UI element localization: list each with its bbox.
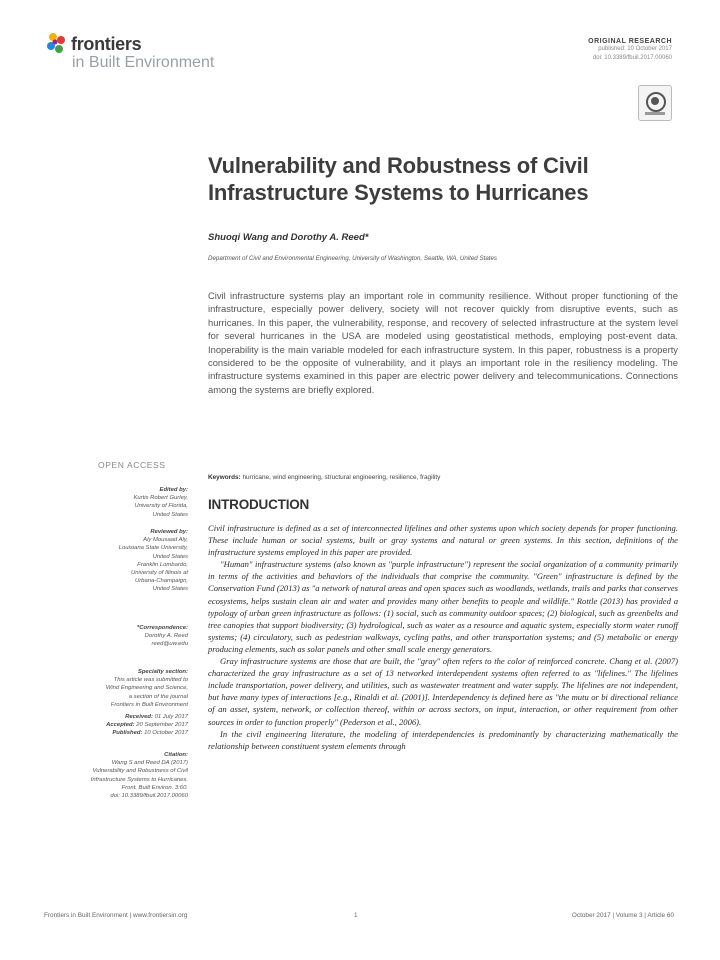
reviewed-line: Louisiana State University,: [118, 545, 188, 552]
paragraph: Civil infrastructure is defined as a set of interconnected lifelines and other systems upon which society depends for proper functioning. These include human or social systems, built or gray systems and natural or green systems. In this section, definitions of the infrastructure systems employed in this paper are provided.: [208, 523, 678, 558]
doi-line[interactable]: doi: 10.3389/fbuil.2017.00060: [592, 55, 672, 61]
open-access-label: OPEN ACCESS: [98, 460, 166, 470]
reviewed-line: United States: [152, 553, 188, 560]
footer-issue: October 2017 | Volume 3 | Article 60: [571, 912, 674, 919]
dates: [90, 713, 188, 738]
keywords-list: hurricane, wind engineering, structural engineering, resilience, fragility: [242, 474, 441, 481]
accepted-date: Accepted: 20 September 2017: [106, 722, 188, 729]
edited-line: Kurtis Robert Gurley,: [133, 495, 188, 502]
reviewed-line: Aly Mousaad Aly,: [143, 537, 188, 544]
reviewed-by: [90, 528, 188, 594]
body-text: [208, 522, 678, 752]
specialty-label: Specialty section:: [137, 669, 188, 675]
published-date: Published: 10 October 2017: [112, 730, 188, 737]
edited-by: [90, 486, 188, 519]
journal-name: frontiers: [71, 34, 142, 54]
badge-dot: [651, 97, 659, 105]
received-date: Received: 01 July 2017: [125, 714, 188, 720]
article-type: ORIGINAL RESEARCH: [588, 38, 672, 45]
edited-line: University of Florida,: [134, 503, 188, 510]
citation-line: Wang S and Reed DA (2017): [111, 760, 188, 767]
abstract: Civil infrastructure systems play an important role in community resilience. Without proper functioning of the infrastructure, especially power delivery, society will not recover quickly from disruptive events, such as hurricanes. In this paper, the vulnerability, response, and recovery of selected infrastructure at the system level for several hurricanes in the USA are modeled using geostatistical methods, employing post-event data. Inoperability is the main variable modeled for each infrastructure system. In this paper, robustness is a property considered to be the opposite of vulnerability, and it plays an important role in the resiliency modeling. The infrastructure systems examined in this paper are electric power delivery and telecommunications. Connections among the systems are briefly explored.: [208, 290, 678, 395]
frontiers-logo-icon: [44, 31, 70, 57]
badge-bar: [645, 112, 665, 115]
citation-line: Infrastructure Systems to Hurricanes.: [90, 776, 188, 783]
reviewed-line: Urbana-Champaign,: [134, 578, 188, 585]
paragraph: In the civil engineering literature, the modeling of interdependencies is predominantly by characterizing mathematically the relationship between constituent system elements through: [208, 728, 678, 751]
article-title: Vulnerability and Robustness of Civil Infrastructure Systems to Hurricanes: [208, 153, 589, 205]
specialty-line: a section of the journal: [128, 693, 188, 700]
edited-label: Edited by:: [159, 487, 188, 493]
reviewed-line: University of Illinois at: [131, 570, 188, 577]
edited-line: United States: [152, 511, 188, 518]
specialty-line: Wind Engineering and Science,: [105, 685, 188, 692]
citation: [90, 751, 188, 800]
open-access-badge-icon[interactable]: [638, 85, 672, 121]
paragraph: Gray infrastructure systems are those that are built, the "gray" often refers to the color of reinforced concrete. Chang et al. (2007) characterized the gray infrastructure as a set of 13 networked interdependent systems often referred to as "lifelines." The lifelines include transportation, power delivery, and utilities, such as wastewater treatment and water supply. The lifelines are not independent, but have many types of interactions [e.g., Rinaldi et al. (2001)]. Interdependency is defined here as "the mutu or bi directional reliance of an asset, system, network, or collection thereof, within or across sectors, on input, interaction, or other requirement from other sources in order to function properly" (Pederson et al., 2006).: [208, 656, 678, 727]
citation-line: Front. Built Environ. 3:60.: [121, 784, 188, 791]
citation-label: Citation:: [164, 752, 188, 758]
footer-journal[interactable]: Frontiers in Built Environment | www.frontiersin.org: [44, 912, 188, 919]
published-line: published: 10 October 2017: [598, 46, 672, 52]
correspondence: [90, 624, 188, 649]
keywords: [208, 474, 678, 481]
correspondence-label: *Correspondence:: [136, 625, 188, 631]
reviewed-label: Reviewed by:: [150, 529, 188, 535]
journal-section: in Built Environment: [72, 54, 215, 71]
correspondence-email[interactable]: reed@uw.edu: [151, 641, 188, 648]
reviewed-line: Franklin Lombardo,: [137, 561, 188, 568]
article-meta-header: [432, 38, 672, 63]
paragraph: "Human" infrastructure systems (also known as "purple infrastructure") represent the social organization of a community primarily in terms of the activities and behaviors of the individuals that comprise the community. "Green" infrastructure is defined by the Conservation Fund (2013) as "a network of natural areas and open spaces such as woodlands, wetlands, trails and parks that conserves ecosystems, helps sustain clean air and water and provides many other benefits to people and wildlife." Rottle (2013) has provided a typology of urban green infrastructure as follows: (1) social, such as community outdoor spaces; (2) biological, such as greenbelts and tree canopies that support biodiversity; (3) hydrological, such as water as a resource and aquatic system, especially storm water runoff systems; (4) circulatory, such as pedestrian walkways, cycling paths, and other transportation systems; and (5) metabolic or energy producing elements, such as solar panels and other small scale energy generators.: [208, 559, 678, 654]
article-authors: Shuoqi Wang and Dorothy A. Reed*: [208, 232, 369, 243]
citation-line: Vulnerability and Robustness of Civil: [92, 768, 188, 775]
specialty-line: Frontiers in Built Environment: [110, 701, 188, 708]
citation-line[interactable]: doi: 10.3389/fbuil.2017.00060: [110, 793, 188, 800]
journal-logo: [44, 29, 274, 79]
keywords-label: Keywords:: [208, 474, 241, 481]
section-heading: INTRODUCTION: [208, 497, 310, 512]
reviewed-line: United States: [152, 586, 188, 593]
specialty-section: [90, 668, 188, 709]
correspondence-line: Dorothy A. Reed: [144, 633, 188, 640]
author-affiliation: Department of Civil and Environmental Engineering, University of Washington, Seattle, WA, United States: [208, 255, 498, 262]
specialty-line: This article was submitted to: [113, 677, 188, 684]
page-number: 1: [354, 912, 358, 919]
